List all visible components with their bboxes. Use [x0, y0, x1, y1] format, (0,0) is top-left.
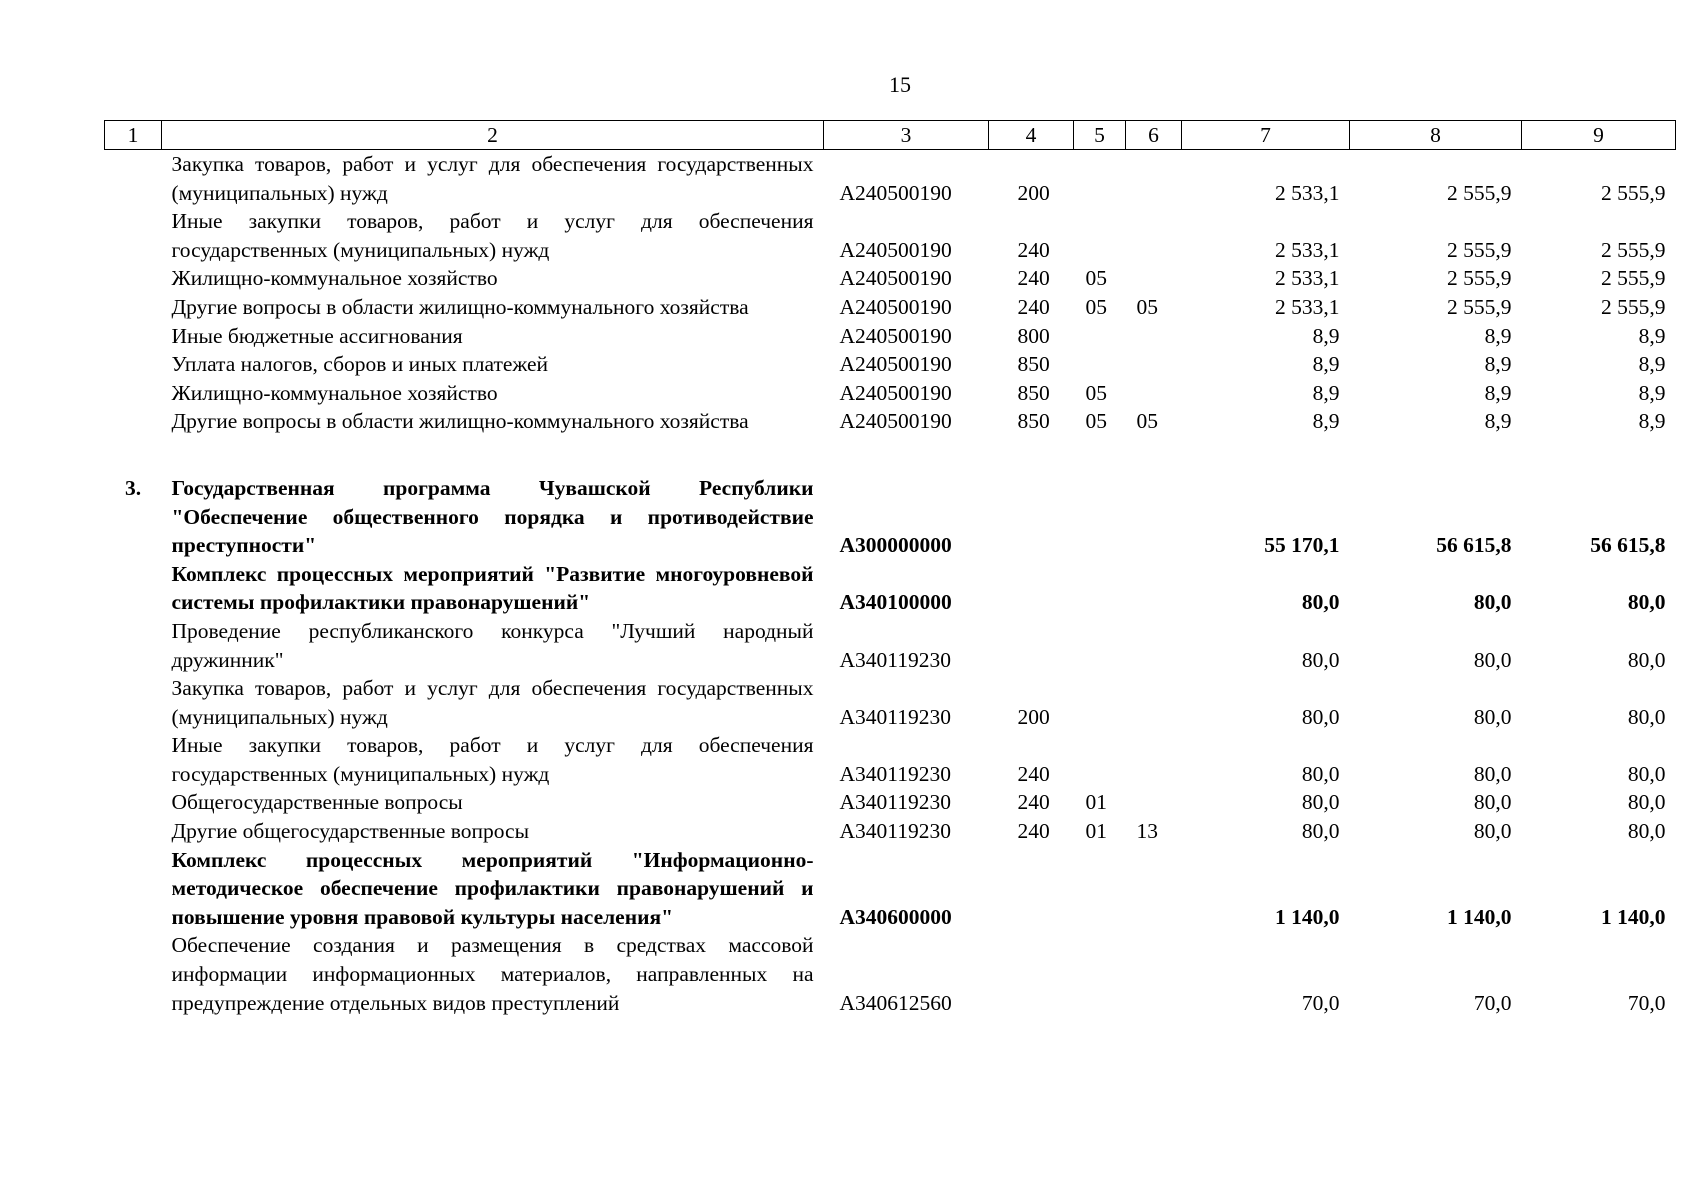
section-code	[1074, 617, 1126, 674]
amount-col-7: 55 170,1	[1264, 533, 1340, 558]
item-name: Закупка товаров, работ и услуг для обеспечения государственных (муниципальных) нужд	[171, 152, 814, 205]
amount-col-9: 8,9	[1638, 380, 1666, 405]
target-article-code: A240500190	[839, 266, 952, 291]
section-code	[1074, 150, 1126, 208]
expense-type-code: 800	[1017, 323, 1050, 348]
col-header-1: 1	[105, 121, 162, 150]
table-row	[105, 617, 1676, 674]
section-code	[1074, 322, 1126, 351]
target-article-code: A240500190	[839, 409, 952, 434]
target-article-code: A240500190	[839, 352, 952, 377]
col-header-2: 2	[162, 121, 824, 150]
amount-col-8: 80,0	[1473, 647, 1512, 672]
row-number	[105, 379, 162, 408]
amount-col-8: 80,0	[1473, 790, 1512, 815]
section-code	[1074, 731, 1126, 788]
amount-col-8: 2 555,9	[1447, 294, 1512, 319]
row-number	[105, 293, 162, 322]
target-article-code: A240500190	[839, 380, 952, 405]
subsection-code	[1126, 931, 1182, 1017]
subsection-code	[1126, 560, 1182, 617]
amount-col-9: 2 555,9	[1601, 294, 1666, 319]
expense-type-code	[989, 931, 1074, 1017]
amount-col-9: 70,0	[1627, 990, 1666, 1015]
col-header-7: 7	[1182, 121, 1350, 150]
subsection-code: 05	[1136, 294, 1158, 319]
item-name: Обеспечение создания и размещения в средствах массовой информации информационных материалов, направленных на предупреждение отдельных видов преступлений	[171, 933, 814, 1015]
subsection-code	[1126, 474, 1182, 560]
column-number-header	[105, 121, 1676, 150]
row-number	[105, 407, 162, 436]
row-number	[105, 931, 162, 1017]
item-name: Жилищно-коммунальное хозяйство	[171, 266, 498, 291]
amount-col-7: 80,0	[1301, 647, 1340, 672]
amount-col-9: 80,0	[1627, 761, 1666, 786]
target-article-code: A300000000	[839, 533, 952, 558]
subsection-code	[1126, 350, 1182, 379]
amount-col-8: 8,9	[1484, 323, 1512, 348]
col-header-6: 6	[1126, 121, 1182, 150]
amount-col-7: 8,9	[1312, 323, 1340, 348]
page-number: 15	[889, 72, 911, 97]
table-row	[105, 264, 1676, 293]
section-code: 05	[1085, 266, 1107, 291]
budget-table	[104, 120, 1676, 1017]
expense-type-code: 240	[1017, 266, 1050, 291]
section-code	[1074, 674, 1126, 731]
target-article-code: A340119230	[839, 761, 951, 786]
section-code	[1074, 474, 1126, 560]
target-article-code: A340612560	[839, 990, 952, 1015]
amount-col-9: 2 555,9	[1601, 180, 1666, 205]
amount-col-7: 2 533,1	[1275, 180, 1340, 205]
amount-col-7: 2 533,1	[1275, 237, 1340, 262]
amount-col-7: 8,9	[1312, 352, 1340, 377]
target-article-code: A340119230	[839, 819, 951, 844]
amount-col-8: 8,9	[1484, 380, 1512, 405]
amount-col-9: 80,0	[1627, 590, 1666, 615]
amount-col-7: 2 533,1	[1275, 294, 1340, 319]
item-name: Уплата налогов, сборов и иных платежей	[171, 352, 549, 377]
target-article-code: A340119230	[839, 704, 951, 729]
expense-type-code: 200	[1017, 704, 1050, 729]
section-code: 05	[1085, 380, 1107, 405]
amount-col-9: 8,9	[1638, 323, 1666, 348]
table-row	[105, 293, 1676, 322]
col-header-4: 4	[989, 121, 1074, 150]
item-name: Другие вопросы в области жилищно-коммунального хозяйства	[171, 294, 749, 319]
target-article-code: A240500190	[839, 237, 952, 262]
row-number	[105, 322, 162, 351]
table-row	[105, 560, 1676, 617]
item-name: Иные закупки товаров, работ и услуг для обеспечения государственных (муниципальных) нужд	[171, 209, 814, 262]
item-name: Комплекс процессных мероприятий "Развитие многоуровневой системы профилактики правонарушений"	[171, 561, 814, 615]
table-row	[105, 322, 1676, 351]
subsection-code	[1126, 207, 1182, 264]
section-code: 01	[1085, 819, 1107, 844]
amount-col-8: 2 555,9	[1447, 180, 1512, 205]
table-row	[105, 931, 1676, 1017]
section-code	[1074, 207, 1126, 264]
table-row	[105, 207, 1676, 264]
expense-type-code	[989, 617, 1074, 674]
amount-col-9: 80,0	[1627, 647, 1666, 672]
amount-col-9: 8,9	[1638, 352, 1666, 377]
amount-col-9: 80,0	[1627, 790, 1666, 815]
amount-col-7: 80,0	[1301, 790, 1340, 815]
amount-col-7: 8,9	[1312, 380, 1340, 405]
section-code: 05	[1085, 409, 1107, 434]
amount-col-8: 80,0	[1473, 590, 1512, 615]
item-name: Другие вопросы в области жилищно-коммунального хозяйства	[171, 409, 749, 434]
amount-col-7: 80,0	[1301, 819, 1340, 844]
subsection-code	[1126, 379, 1182, 408]
subsection-code	[1126, 264, 1182, 293]
amount-col-8: 2 555,9	[1447, 266, 1512, 291]
section-code	[1074, 931, 1126, 1017]
row-number	[105, 350, 162, 379]
section-code	[1074, 560, 1126, 617]
item-name: Государственная программа Чувашской Республики "Обеспечение общественного порядка и противодействие преступности"	[171, 475, 814, 558]
target-article-code: A340119230	[839, 790, 951, 815]
expense-type-code: 200	[1017, 180, 1050, 205]
amount-col-7: 80,0	[1301, 704, 1340, 729]
table-row	[105, 350, 1676, 379]
row-number	[105, 846, 162, 932]
item-name: Комплекс процессных мероприятий "Информационно-методическое обеспечение профилактики правонарушений и повышение уровня правовой культуры населения"	[171, 847, 814, 929]
row-number	[105, 674, 162, 731]
amount-col-8: 1 140,0	[1447, 904, 1512, 929]
table-row	[105, 407, 1676, 436]
section-code: 01	[1085, 790, 1107, 815]
col-header-9: 9	[1522, 121, 1676, 150]
col-header-3: 3	[824, 121, 989, 150]
amount-col-9: 1 140,0	[1601, 904, 1666, 929]
expense-type-code: 850	[1017, 409, 1050, 434]
expense-type-code: 240	[1017, 761, 1050, 786]
subsection-code: 13	[1136, 819, 1158, 844]
expense-type-code: 240	[1017, 294, 1050, 319]
subsection-code	[1126, 846, 1182, 932]
target-article-code: A340100000	[839, 590, 952, 615]
row-number	[105, 207, 162, 264]
amount-col-9: 80,0	[1627, 819, 1666, 844]
row-number	[105, 817, 162, 846]
amount-col-8: 80,0	[1473, 704, 1512, 729]
expense-type-code: 850	[1017, 352, 1050, 377]
item-name: Другие общегосударственные вопросы	[171, 819, 530, 844]
subsection-code	[1126, 731, 1182, 788]
table-row	[105, 788, 1676, 817]
amount-col-8: 56 615,8	[1436, 533, 1512, 558]
expense-type-code: 240	[1017, 237, 1050, 262]
table-row	[105, 731, 1676, 788]
amount-col-8: 2 555,9	[1447, 237, 1512, 262]
target-article-code: A340600000	[839, 904, 952, 929]
expense-type-code: 850	[1017, 380, 1050, 405]
spacer-row	[105, 436, 1676, 474]
target-article-code: A340119230	[839, 647, 951, 672]
item-name: Жилищно-коммунальное хозяйство	[171, 380, 498, 405]
row-number	[105, 788, 162, 817]
amount-col-9: 8,9	[1638, 409, 1666, 434]
table-row	[105, 379, 1676, 408]
table-row	[105, 674, 1676, 731]
row-number	[105, 731, 162, 788]
amount-col-7: 2 533,1	[1275, 266, 1340, 291]
subsection-code	[1126, 674, 1182, 731]
expense-type-code: 240	[1017, 790, 1050, 815]
subsection-code	[1126, 322, 1182, 351]
amount-col-8: 8,9	[1484, 409, 1512, 434]
target-article-code: A240500190	[839, 323, 952, 348]
amount-col-7: 70,0	[1301, 990, 1340, 1015]
amount-col-7: 80,0	[1301, 761, 1340, 786]
amount-col-9: 56 615,8	[1590, 533, 1666, 558]
row-number	[105, 560, 162, 617]
col-header-5: 5	[1074, 121, 1126, 150]
table-row	[105, 150, 1676, 208]
amount-col-7: 8,9	[1312, 409, 1340, 434]
amount-col-8: 80,0	[1473, 819, 1512, 844]
row-number	[105, 150, 162, 208]
amount-col-8: 70,0	[1473, 990, 1512, 1015]
expense-type-code: 240	[1017, 819, 1050, 844]
item-name: Иные бюджетные ассигнования	[171, 323, 463, 348]
item-name: Закупка товаров, работ и услуг для обеспечения государственных (муниципальных) нужд	[171, 676, 814, 729]
section-code: 05	[1085, 294, 1107, 319]
item-name: Проведение республиканского конкурса "Лучший народный дружинник"	[171, 618, 814, 672]
expense-type-code	[989, 474, 1074, 560]
section-code	[1074, 846, 1126, 932]
table-row	[105, 846, 1676, 932]
amount-col-9: 2 555,9	[1601, 266, 1666, 291]
spacer-cell	[105, 436, 1676, 474]
target-article-code: A240500190	[839, 294, 952, 319]
amount-col-7: 1 140,0	[1275, 904, 1340, 929]
row-number	[105, 264, 162, 293]
row-number	[105, 617, 162, 674]
subsection-code	[1126, 617, 1182, 674]
item-name: Иные закупки товаров, работ и услуг для обеспечения государственных (муниципальных) нужд	[171, 733, 814, 786]
amount-col-8: 8,9	[1484, 352, 1512, 377]
expense-type-code	[989, 560, 1074, 617]
target-article-code: A240500190	[839, 180, 952, 205]
amount-col-7: 80,0	[1301, 590, 1340, 615]
section-code	[1074, 350, 1126, 379]
subsection-code	[1126, 150, 1182, 208]
table-body	[105, 150, 1676, 1018]
table-row	[105, 817, 1676, 846]
subsection-code: 05	[1136, 409, 1158, 434]
col-header-8: 8	[1350, 121, 1522, 150]
amount-col-9: 2 555,9	[1601, 237, 1666, 262]
expense-type-code	[989, 846, 1074, 932]
row-number: 3.	[124, 475, 142, 500]
table-row	[105, 474, 1676, 560]
amount-col-8: 80,0	[1473, 761, 1512, 786]
item-name: Общегосударственные вопросы	[171, 790, 463, 815]
subsection-code	[1126, 788, 1182, 817]
amount-col-9: 80,0	[1627, 704, 1666, 729]
